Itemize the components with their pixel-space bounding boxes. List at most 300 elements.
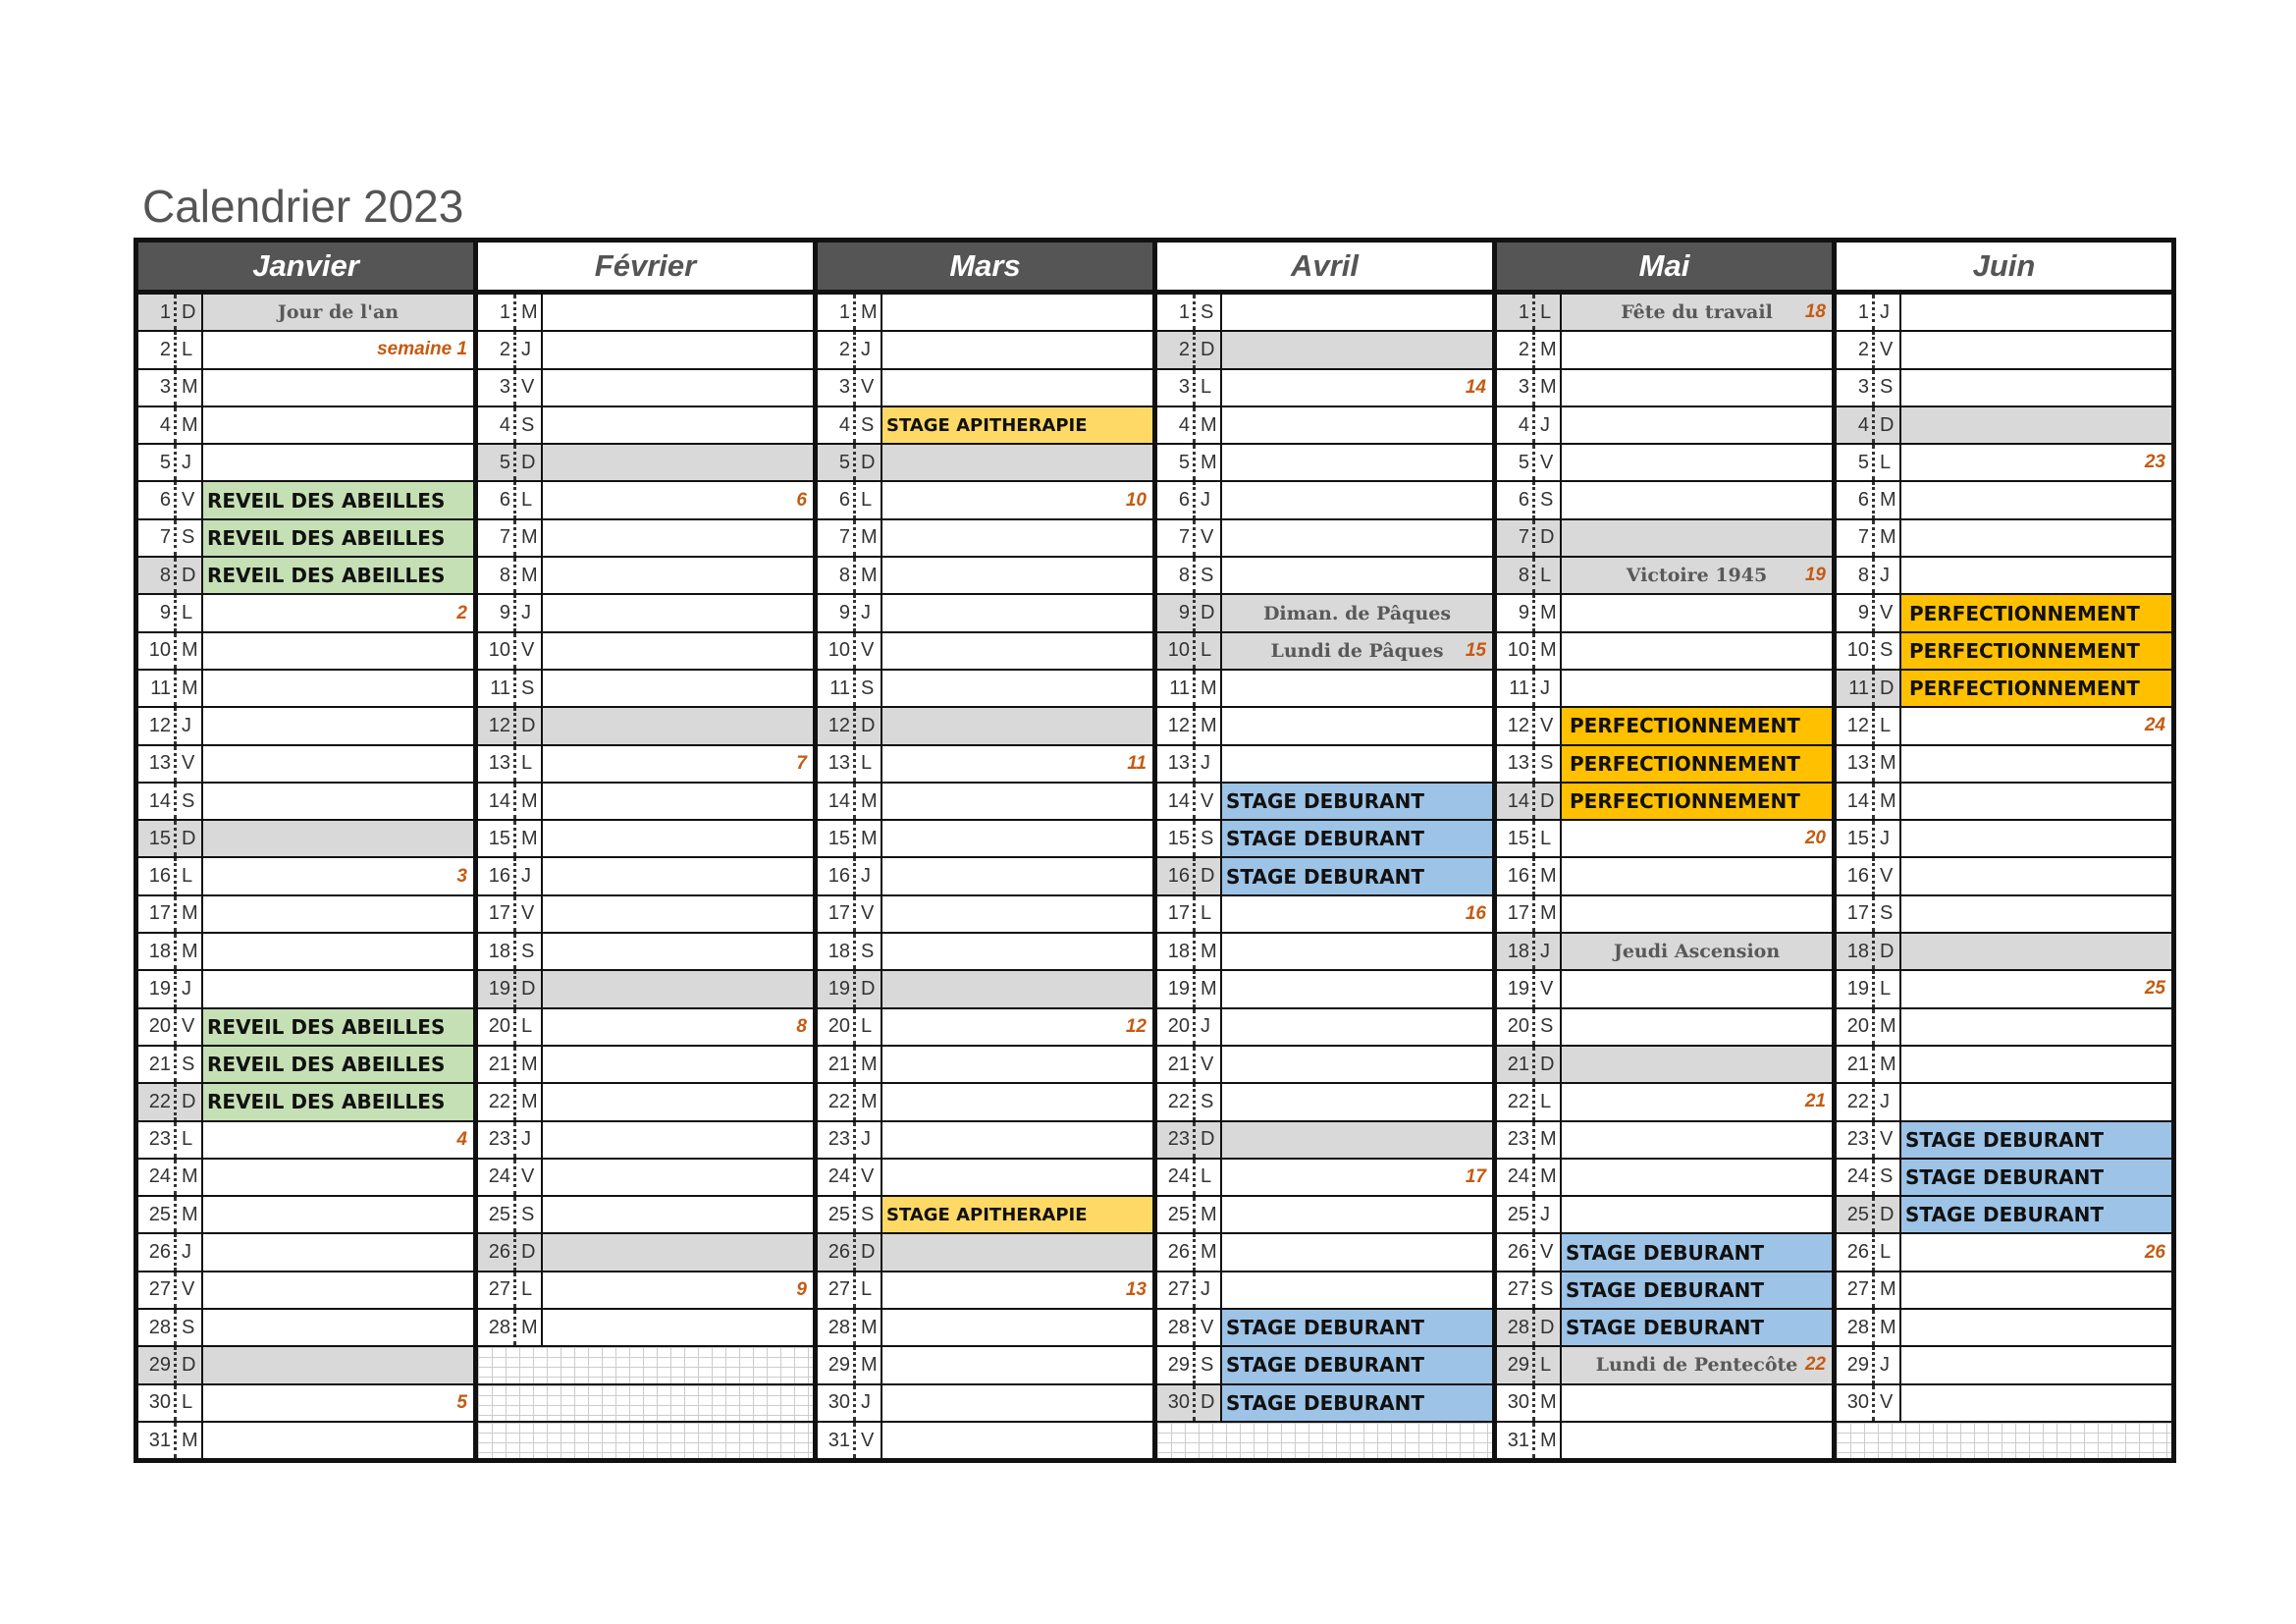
day-number: 5 (159, 451, 171, 473)
day-number: 16 (488, 865, 510, 888)
weekday-letter: D (1532, 1047, 1562, 1082)
weekday-letter: S (513, 934, 543, 969)
day-event-cell (203, 1047, 473, 1082)
weekday-letter: S (174, 520, 203, 556)
day-event-cell (882, 896, 1152, 932)
day-row (138, 746, 473, 784)
day-row (1497, 595, 1832, 632)
weekday-letter: D (1872, 1197, 1901, 1232)
day-row (138, 520, 473, 558)
day-number: 2 (838, 338, 850, 360)
event-label: REVEIL DES ABEILLES (207, 564, 446, 588)
day-event-cell (1562, 708, 1832, 743)
day-row (818, 1310, 1152, 1347)
day-row (1157, 595, 1492, 632)
day-number: 2 (159, 338, 171, 360)
weekday-letter: V (1193, 520, 1222, 556)
day-row (138, 332, 473, 369)
day-number: 3 (1518, 376, 1529, 399)
day-event-cell (1901, 520, 2171, 556)
weekday-letter: M (174, 407, 203, 443)
day-row (138, 1310, 473, 1347)
day-number: 25 (828, 1203, 850, 1225)
weekday-letter: D (1532, 520, 1562, 556)
weekday-letter: M (1532, 1160, 1562, 1195)
day-event-cell (1222, 896, 1492, 932)
week-number: 14 (1465, 376, 1486, 398)
weekday-letter: L (1193, 896, 1222, 932)
weekday-letter: V (1872, 1385, 1901, 1421)
day-event-cell (543, 784, 813, 819)
day-event-cell (882, 746, 1152, 782)
day-row (138, 1272, 473, 1310)
week-number: 8 (796, 1015, 807, 1037)
day-number: 14 (1846, 789, 1869, 812)
day-event-cell (1222, 708, 1492, 743)
day-event-cell (1222, 295, 1492, 330)
day-event-cell (543, 1047, 813, 1082)
weekday-letter: L (1193, 633, 1222, 669)
day-number: 3 (1857, 376, 1869, 399)
day-row (138, 784, 473, 821)
weekday-letter: M (513, 1084, 543, 1119)
day-number: 15 (138, 821, 174, 856)
day-event-cell (1562, 558, 1832, 593)
day-row (478, 1047, 813, 1084)
weekday-letter: M (853, 821, 882, 856)
day-row (1157, 370, 1492, 407)
day-event-cell (1901, 558, 2171, 593)
day-row (478, 971, 813, 1008)
day-number: 28 (1497, 1310, 1532, 1345)
day-event-cell (882, 1385, 1152, 1421)
day-number: 10 (148, 639, 171, 662)
day-event-cell (1562, 821, 1832, 856)
day-number: 23 (488, 1128, 510, 1151)
week-number: 21 (1804, 1091, 1826, 1112)
day-event-cell (203, 1347, 473, 1382)
weekday-letter: V (853, 1160, 882, 1195)
day-event-cell (543, 1009, 813, 1045)
day-number: 6 (159, 489, 171, 512)
week-number: 25 (2144, 978, 2165, 1000)
day-event-cell (1562, 633, 1832, 669)
day-number: 20 (1167, 1015, 1190, 1038)
day-event-cell (1562, 295, 1832, 330)
month-days (1497, 295, 1832, 1458)
weekday-letter: M (513, 520, 543, 556)
day-number: 19 (1507, 977, 1529, 1000)
week-number: 19 (1804, 565, 1826, 586)
weekday-letter: S (174, 1047, 203, 1082)
weekday-letter: S (1872, 633, 1901, 669)
day-row (478, 746, 813, 784)
weekday-letter: J (1193, 482, 1222, 517)
weekday-letter: S (1193, 558, 1222, 593)
weekday-letter: D (513, 708, 543, 743)
day-number: 13 (1167, 752, 1190, 775)
weekday-letter: S (1872, 1160, 1901, 1195)
day-event-cell (882, 1160, 1152, 1195)
event-label: STAGE DEBURANT (1226, 789, 1425, 813)
week-number: 7 (796, 752, 807, 774)
weekday-letter: V (513, 896, 543, 932)
day-event-cell (1562, 332, 1832, 367)
day-number: 11 (829, 677, 850, 699)
weekday-letter: D (1872, 671, 1901, 706)
day-number: 23 (1157, 1122, 1193, 1158)
day-row (818, 595, 1152, 632)
event-label: REVEIL DES ABEILLES (207, 1014, 446, 1039)
weekday-letter: J (513, 332, 543, 367)
day-row (818, 445, 1152, 482)
weekday-letter: M (1872, 520, 1901, 556)
day-row (138, 370, 473, 407)
day-row (1497, 1347, 1832, 1384)
day-row (138, 708, 473, 745)
day-number: 17 (1846, 902, 1869, 925)
day-event-cell (543, 896, 813, 932)
day-event-cell (1562, 1385, 1832, 1421)
week-number: 4 (456, 1128, 467, 1150)
day-event-cell (203, 1310, 473, 1345)
day-number: 14 (828, 789, 850, 812)
day-number: 14 (148, 789, 171, 812)
day-event-cell (882, 934, 1152, 969)
day-row (818, 1160, 1152, 1197)
event-label: STAGE DEBURANT (1226, 864, 1425, 889)
weekday-letter: M (853, 558, 882, 593)
day-row (818, 1084, 1152, 1121)
weekday-letter: J (1532, 407, 1562, 443)
month-column (478, 243, 818, 1458)
day-row (818, 1197, 1152, 1234)
day-row (138, 1197, 473, 1234)
month-days (138, 295, 473, 1458)
day-row (1497, 1272, 1832, 1310)
day-row (138, 821, 473, 858)
weekday-letter: D (853, 1234, 882, 1270)
page-title: Calendrier 2023 (142, 181, 464, 232)
day-row (1157, 934, 1492, 971)
day-row (818, 332, 1152, 369)
weekday-letter: J (174, 971, 203, 1006)
day-row (1837, 520, 2171, 558)
day-event-cell (543, 370, 813, 406)
holiday-label: Diman. de Pâques (1262, 602, 1452, 624)
weekday-letter: M (513, 821, 543, 856)
weekday-letter: M (1532, 633, 1562, 669)
day-number: 18 (148, 940, 171, 962)
day-event-cell (1901, 1197, 2171, 1232)
event-label: STAGE DEBURANT (1905, 1127, 2105, 1152)
day-number: 27 (1167, 1278, 1190, 1301)
weekday-letter: L (1193, 370, 1222, 406)
weekday-letter: D (1193, 332, 1222, 367)
day-row (478, 1084, 813, 1121)
weekday-letter: M (853, 784, 882, 819)
day-row (138, 1084, 473, 1121)
weekday-letter: V (513, 370, 543, 406)
day-number: 1 (1178, 300, 1190, 323)
day-event-cell (1562, 671, 1832, 706)
day-number: 17 (1167, 902, 1190, 925)
day-row (1497, 934, 1832, 971)
day-number: 31 (148, 1429, 171, 1451)
day-row (1837, 407, 2171, 445)
weekday-letter: D (1193, 1122, 1222, 1158)
weekday-letter: M (1193, 1234, 1222, 1270)
day-row (818, 295, 1152, 332)
day-row (818, 784, 1152, 821)
day-event-cell (1222, 1122, 1492, 1158)
day-row (138, 934, 473, 971)
day-event-cell (1222, 1009, 1492, 1045)
weekday-letter: V (1872, 595, 1901, 630)
day-row (478, 407, 813, 445)
day-row (478, 295, 813, 332)
day-row (478, 445, 813, 482)
month-header: Mai (1497, 243, 1832, 295)
day-number: 23 (1846, 1128, 1869, 1151)
day-row (1157, 1084, 1492, 1121)
day-number: 20 (488, 1015, 510, 1038)
day-number: 14 (1497, 784, 1532, 819)
weekday-letter: M (174, 370, 203, 406)
day-event-cell (882, 370, 1152, 406)
weekday-letter: V (1532, 708, 1562, 743)
day-event-cell (1901, 934, 2171, 969)
week-number: 5 (456, 1391, 467, 1413)
month-header: Janvier (138, 243, 473, 295)
day-event-cell (1562, 784, 1832, 819)
weekday-letter: D (174, 821, 203, 856)
day-number: 3 (838, 376, 850, 399)
day-row (1497, 971, 1832, 1008)
day-number: 29 (1497, 1347, 1532, 1382)
day-row (1837, 1347, 2171, 1384)
day-row (1157, 1197, 1492, 1234)
day-number: 27 (1846, 1278, 1869, 1301)
day-row (1837, 370, 2171, 407)
day-row (1837, 558, 2171, 595)
weekday-letter: S (513, 407, 543, 443)
day-number: 30 (828, 1391, 850, 1414)
empty-day-row (478, 1347, 813, 1384)
weekday-letter: M (174, 896, 203, 932)
day-row (478, 708, 813, 745)
day-number: 21 (1167, 1053, 1190, 1075)
day-event-cell (1562, 1009, 1832, 1045)
day-number: 13 (488, 752, 510, 775)
day-number: 15 (488, 827, 510, 849)
day-number: 20 (148, 1015, 171, 1038)
weekday-letter: J (174, 445, 203, 480)
day-number: 25 (1507, 1203, 1529, 1225)
day-event-cell (543, 934, 813, 969)
weekday-letter: J (853, 332, 882, 367)
week-number: 6 (796, 489, 807, 511)
weekday-letter: V (513, 1160, 543, 1195)
day-number: 5 (1857, 451, 1869, 473)
day-event-cell (882, 1197, 1152, 1232)
day-event-cell (1222, 558, 1492, 593)
day-number: 30 (1157, 1385, 1193, 1421)
day-row (818, 746, 1152, 784)
day-number: 27 (1507, 1278, 1529, 1301)
day-row (1497, 1423, 1832, 1458)
month-column (1157, 243, 1497, 1458)
day-event-cell (203, 520, 473, 556)
day-row (1157, 1385, 1492, 1423)
event-label: PERFECTIONNEMENT (1570, 751, 1800, 776)
day-row (1837, 1160, 2171, 1197)
weekday-letter: L (1532, 821, 1562, 856)
day-number: 5 (1178, 451, 1190, 473)
day-event-cell (1901, 1160, 2171, 1195)
day-row (1157, 1160, 1492, 1197)
day-event-cell (543, 1160, 813, 1195)
calendar-grid (133, 238, 2176, 1463)
weekday-letter: L (1532, 1347, 1562, 1382)
day-row (1157, 671, 1492, 708)
weekday-letter: J (853, 858, 882, 893)
day-number: 28 (488, 1316, 510, 1338)
day-row (1837, 821, 2171, 858)
weekday-letter: V (1532, 1234, 1562, 1270)
weekday-letter: M (1532, 858, 1562, 893)
day-row (1837, 971, 2171, 1008)
day-row (1497, 784, 1832, 821)
day-row (818, 858, 1152, 895)
weekday-letter: M (513, 1310, 543, 1345)
day-number: 4 (1178, 413, 1190, 436)
day-number: 5 (818, 445, 853, 480)
day-row (478, 671, 813, 708)
weekday-letter: M (1532, 370, 1562, 406)
day-event-cell (1901, 1347, 2171, 1382)
day-event-cell (1222, 821, 1492, 856)
day-event-cell (882, 1084, 1152, 1119)
weekday-letter: D (853, 708, 882, 743)
day-number: 14 (1167, 789, 1190, 812)
day-number: 6 (499, 489, 510, 512)
day-row (1837, 482, 2171, 519)
weekday-letter: J (513, 1122, 543, 1158)
event-label: REVEIL DES ABEILLES (207, 1053, 446, 1077)
weekday-letter: S (1532, 746, 1562, 782)
weekday-letter: J (1193, 746, 1222, 782)
day-row (818, 896, 1152, 934)
event-label: STAGE DEBURANT (1226, 1353, 1425, 1378)
weekday-letter: D (1532, 1310, 1562, 1345)
day-event-cell (882, 708, 1152, 743)
weekday-letter: S (513, 671, 543, 706)
day-row (1497, 1160, 1832, 1197)
day-row (1157, 633, 1492, 671)
day-event-cell (1562, 858, 1832, 893)
day-event-cell (1901, 295, 2171, 330)
day-number: 17 (828, 902, 850, 925)
weekday-letter: L (1872, 971, 1901, 1006)
day-row (1837, 934, 2171, 971)
day-event-cell (203, 708, 473, 743)
day-row (1157, 746, 1492, 784)
weekday-letter: M (853, 520, 882, 556)
week-number: 11 (1127, 752, 1147, 774)
weekday-letter: M (1872, 746, 1901, 782)
day-row (1837, 896, 2171, 934)
weekday-letter: L (1532, 295, 1562, 330)
day-row (478, 595, 813, 632)
day-number: 3 (159, 376, 171, 399)
day-number: 11 (1509, 677, 1529, 699)
day-number: 10 (488, 639, 510, 662)
weekday-letter: S (1193, 821, 1222, 856)
weekday-letter: M (1532, 595, 1562, 630)
day-number: 5 (1518, 451, 1529, 473)
weekday-letter: D (1193, 595, 1222, 630)
day-event-cell (1901, 595, 2171, 630)
day-event-cell (1562, 482, 1832, 517)
empty-day-row (478, 1423, 813, 1458)
day-event-cell (203, 821, 473, 856)
day-number: 22 (1846, 1090, 1869, 1112)
day-row (1157, 1347, 1492, 1384)
day-number: 7 (1178, 526, 1190, 549)
week-number: 10 (1125, 489, 1147, 511)
day-number: 10 (1507, 639, 1529, 662)
day-row (818, 1272, 1152, 1310)
day-number: 7 (159, 526, 171, 549)
weekday-letter: J (1193, 1009, 1222, 1045)
week-number: 24 (2144, 715, 2165, 736)
day-number: 1 (499, 300, 510, 323)
week-number: 2 (456, 602, 467, 623)
week-number: 13 (1125, 1278, 1147, 1300)
weekday-letter: S (1193, 295, 1222, 330)
day-number: 7 (1857, 526, 1869, 549)
day-row (1157, 821, 1492, 858)
day-row (1837, 671, 2171, 708)
empty-day-row (478, 1385, 813, 1423)
day-row (1837, 1272, 2171, 1310)
day-event-cell (1901, 1084, 2171, 1119)
weekday-letter: V (853, 1423, 882, 1458)
day-event-cell (1222, 1084, 1492, 1119)
weekday-letter: J (853, 1122, 882, 1158)
day-event-cell (882, 633, 1152, 669)
weekday-letter: J (1872, 295, 1901, 330)
day-number: 16 (1157, 858, 1193, 893)
weekday-letter: M (1872, 784, 1901, 819)
day-row (478, 821, 813, 858)
weekday-letter: V (174, 746, 203, 782)
weekday-letter: D (174, 1084, 203, 1119)
day-number: 31 (828, 1429, 850, 1451)
day-row (1497, 1197, 1832, 1234)
day-event-cell (203, 896, 473, 932)
day-row (1157, 784, 1492, 821)
event-label: REVEIL DES ABEILLES (207, 488, 446, 513)
day-event-cell (543, 558, 813, 593)
event-label: STAGE APITHERAPIE (886, 1204, 1088, 1225)
holiday-label: Fête du travail (1621, 301, 1773, 324)
day-event-cell (1222, 784, 1492, 819)
month-column (818, 243, 1157, 1458)
weekday-letter: M (1872, 482, 1901, 517)
day-number: 23 (1507, 1128, 1529, 1151)
